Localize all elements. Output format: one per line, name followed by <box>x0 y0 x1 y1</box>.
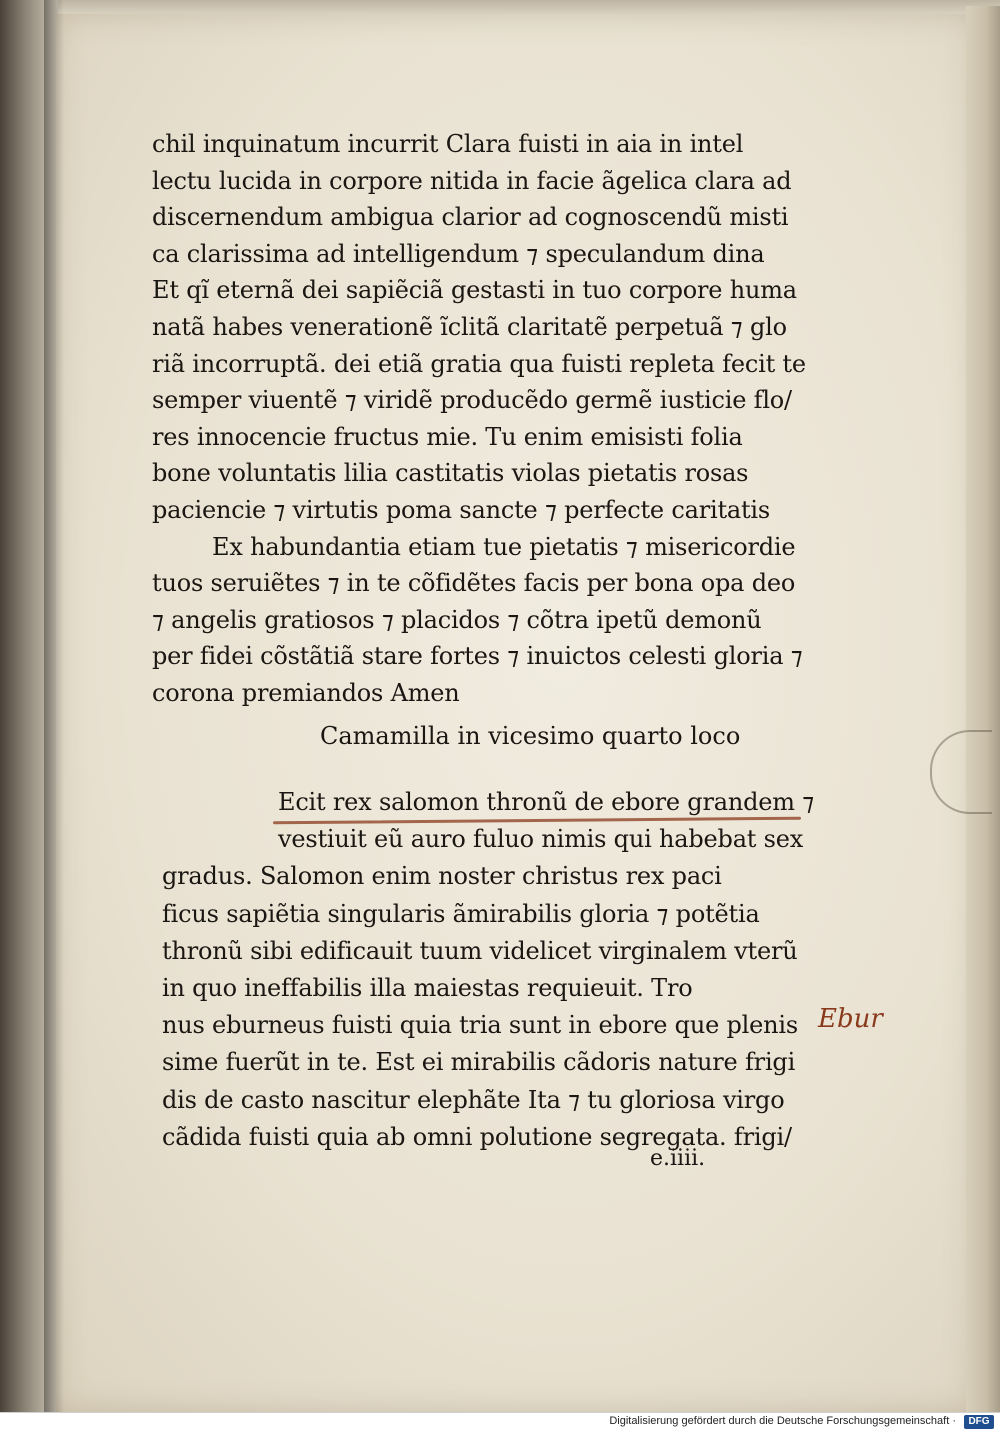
scan-footer <box>0 1412 1000 1432</box>
text-line: nus eburneus fuisti quia tria sunt in ebore que plenis <box>162 1011 798 1040</box>
text-line: paciencie ⁊ virtutis poma sancte ⁊ perfecte caritatis <box>152 495 771 524</box>
right-page-edge <box>966 6 1000 1412</box>
text-line: vestiuit eũ auro fuluo nimis qui habebat sex <box>278 825 804 854</box>
dfg-logo: DFG <box>964 1415 994 1429</box>
text-line: natã habes venerationẽ ĩclitã claritatẽ perpetuã ⁊ glo <box>152 312 787 341</box>
text-line: thronũ sibi edificauit tuum videlicet virginalem vterũ <box>162 936 798 965</box>
text-line: corona premiandos Amen <box>152 678 460 707</box>
text-line: Ex habundantia etiam tue pietatis ⁊ misericordie <box>212 532 796 561</box>
text-line: ficus sapiẽtia singularis ãmirabilis gloria ⁊ potẽtia <box>162 899 760 928</box>
text-line: discernendum ambigua clarior ad cognoscendũ misti <box>152 203 789 232</box>
text-line: bone voluntatis lilia castitatis violas pietatis rosas <box>152 459 749 488</box>
text-line: chil inquinatum incurrit Clara fuisti in aia in intel <box>152 130 744 158</box>
marginal-annotation: Ebur <box>818 1004 883 1034</box>
text-line: sime fuerũt in te. Est ei mirabilis cãdoris nature frigi <box>162 1048 796 1077</box>
section-heading: Camamilla in vicesimo quarto loco <box>320 722 741 750</box>
book-gutter <box>44 0 64 1412</box>
text-line: cãdida fuisti quia ab omni polutione segregata. frigi/ <box>162 1122 792 1151</box>
text-line: riã incorruptã. dei etiã gratia qua fuisti repleta fecit te <box>152 349 806 378</box>
text-line: semper viuentẽ ⁊ viridẽ producẽdo germẽ iusticie flo/ <box>152 386 792 415</box>
text-line: ⁊ angelis gratiosos ⁊ placidos ⁊ cõtra ipetũ demonũ <box>152 605 762 634</box>
text-line: in quo ineffabilis illa maiestas requieuit. Tro <box>162 974 693 1003</box>
text-line: Ecit rex salomon thronũ de ebore grandem ⁊ <box>278 788 814 816</box>
text-line: tuos seruiẽtes ⁊ in te cõfidẽtes facis per bona opa deo <box>152 569 796 598</box>
second-text-block <box>162 784 842 1156</box>
text-line: lectu lucida in corpore nitida in facie ãgelica clara ad <box>152 166 792 195</box>
main-text-block <box>152 126 832 712</box>
text-line: gradus. Salomon enim noster christus rex paci <box>162 862 722 891</box>
text-line: res innocencie fructus mie. Tu enim emisisti folia <box>152 422 743 451</box>
funding-credit: Digitalisierung gefördert durch die Deutsche Forschungsgemeinschaft · <box>609 1415 956 1427</box>
text-line: per fidei cõstãtiã stare fortes ⁊ inuictos celesti gloria ⁊ <box>152 642 803 671</box>
signature-mark: e.iiii. <box>650 1146 706 1171</box>
scan-top-strip <box>0 0 1000 14</box>
text-line: ca clarissima ad intelligendum ⁊ speculandum dina <box>152 239 765 268</box>
text-line: dis de casto nascitur elephãte Ita ⁊ tu gloriosa virgo <box>162 1085 785 1114</box>
text-line: Et qĩ eternã dei sapiẽciã gestasti in tuo corpore huma <box>152 276 797 305</box>
